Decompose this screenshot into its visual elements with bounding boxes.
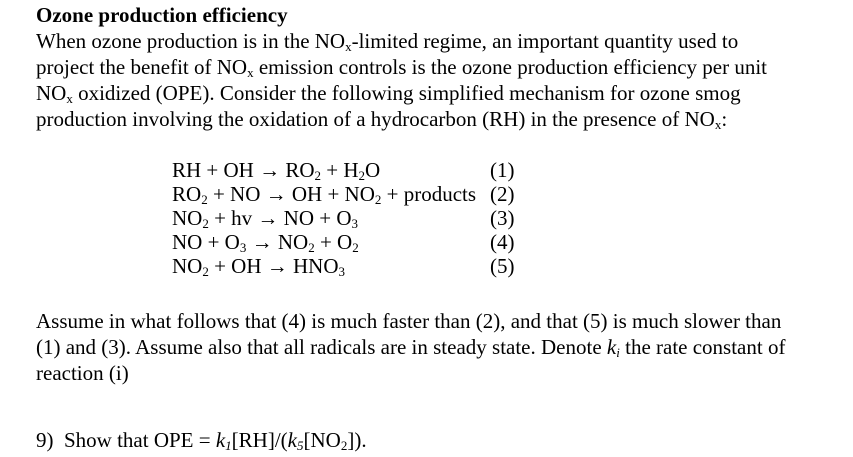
reaction-row — [172, 230, 515, 254]
intro-line: When ozone production is in the $NO_x$-limited regime, an important quantity used to — [36, 29, 739, 54]
reaction-number: (2) — [490, 182, 515, 206]
reaction-number: (3) — [490, 206, 515, 230]
intro-line: production involving the oxidation of a hydrocarbon (RH) in the presence of $NO_x$: — [36, 107, 728, 132]
reaction-equation: $NO_2$ + hv → NO + $O_3$ — [172, 206, 359, 231]
assumption-paragraph — [36, 308, 848, 386]
reaction-row — [172, 158, 515, 182]
intro-line: project the benefit of $NO_x$ emission controls is the ozone production efficiency per unit — [36, 55, 767, 80]
reaction-equation: NO + $O_3 \to NO_2 + O_2$ — [172, 230, 359, 255]
question-9: 9) Show that OPE = $k_1[RH]/(k_5[NO_2])$. — [36, 428, 367, 453]
reaction-number: (4) — [490, 230, 515, 254]
intro-line: $NO_x$ oxidized (OPE). Consider the following simplified mechanism for ozone smog — [36, 81, 741, 106]
assumption-line: (1) and (3). Assume also that all radicals are in steady state. Denote $k_i$ the rate constant of — [36, 335, 786, 360]
assumption-line: Assume in what follows that (4) is much faster than (2), and that (5) is much slower than — [36, 309, 782, 333]
reaction-equation: $RO_2$ + NO → OH + $NO_2$ + products — [172, 182, 477, 207]
assumption-line: reaction (i) — [36, 361, 129, 385]
reaction-number: (1) — [490, 158, 515, 182]
reaction-equation: RH + OH → $RO_2 + H_2O$ — [172, 158, 381, 183]
reaction-mechanism — [172, 158, 515, 278]
reaction-row — [172, 206, 515, 230]
section-title: Ozone production efficiency — [36, 3, 288, 27]
intro-paragraph — [36, 28, 848, 132]
reaction-number: (5) — [490, 254, 515, 278]
reaction-row — [172, 182, 515, 206]
reaction-equation: $NO_2$ + OH → $HNO_3$ — [172, 254, 346, 279]
reaction-row — [172, 254, 515, 278]
